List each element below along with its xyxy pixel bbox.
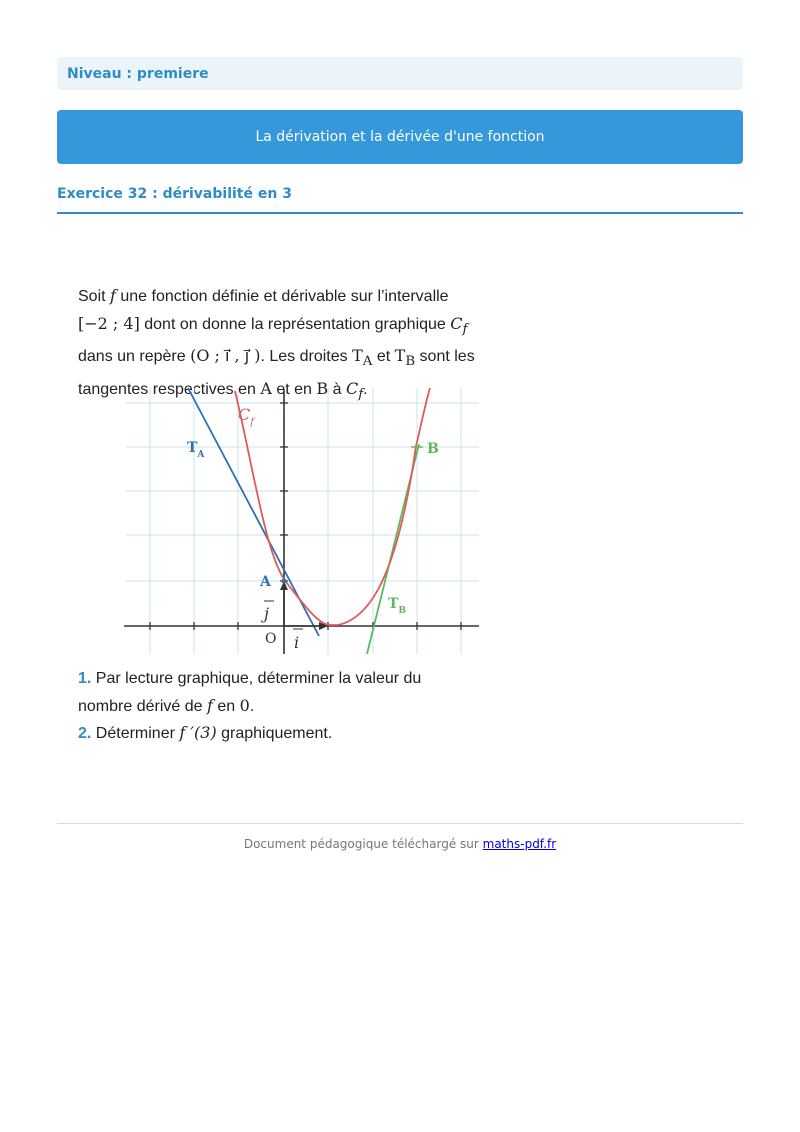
tangent-b-subscript: B [405, 354, 416, 370]
tangent-b-symbol: T [394, 346, 406, 366]
frame-notation: (O ; i⃗ , j⃗ ) [190, 346, 261, 366]
curve-symbol: C [450, 313, 463, 333]
question-text: Par lecture graphique, déterminer la valeur du [95, 670, 422, 687]
curve-subscript: f [462, 321, 468, 337]
tangent-a-label: $T_A$ [187, 440, 205, 460]
curve-label: $C_f$ [238, 405, 254, 428]
questions [78, 666, 538, 748]
point-a-symbol: A [260, 378, 272, 398]
question-text: nombre dérivé de [78, 697, 207, 715]
point-a-marker [282, 579, 287, 584]
axes [124, 390, 479, 654]
derivative-expression: f ′(3) [179, 723, 217, 742]
statement-text: sont les [415, 348, 475, 366]
point-b-symbol: B [316, 378, 329, 398]
footer-text: Document pédagogique téléchargé sur [243, 837, 483, 851]
exercise-title: Exercice 32 : dérivabilité en 3 [57, 186, 743, 214]
tangent-a-subscript: A [362, 354, 373, 370]
question-text: graphiquement. [216, 725, 333, 742]
statement-text: dans un repère [78, 348, 191, 366]
page-title: La dérivation et la dérivée d'une fonction [255, 129, 545, 145]
function-symbol: f [206, 695, 213, 715]
footer-divider [57, 823, 743, 824]
question-2 [78, 720, 538, 748]
statement-text: . Les droites [260, 348, 353, 366]
vector-i-label: i [294, 633, 300, 652]
statement-text: Soit [78, 288, 111, 305]
statement-text: et en [271, 380, 317, 398]
question-number: 1. [78, 670, 92, 687]
statement-text: à [328, 380, 346, 398]
vector-j-label: j [264, 604, 269, 623]
tangent-b-label: $T_B$ [388, 596, 407, 616]
interval: [−2 ; 4] [78, 313, 140, 333]
tangent-a-symbol: T [352, 346, 363, 366]
title-banner [57, 110, 743, 164]
point-b-label: B [427, 441, 439, 457]
statement-text: tangentes respectives en [78, 380, 261, 398]
question-value: 0 [239, 695, 250, 715]
footer-link[interactable]: maths-pdf.fr [482, 837, 557, 851]
statement-text: et [372, 348, 395, 366]
level-badge [57, 57, 743, 90]
grid [126, 388, 479, 654]
statement-text: une fonction définie et dérivable sur l’intervalle [115, 288, 449, 305]
function-symbol: f [110, 286, 116, 305]
axis-ticks [150, 403, 461, 630]
point-a-label: A [260, 574, 271, 590]
footer [57, 837, 743, 851]
exercise-figure [76, 278, 546, 748]
level-text: Niveau : premiere [67, 65, 209, 82]
curve-symbol: C [345, 378, 359, 398]
curve-subscript: f [358, 387, 364, 403]
statement-text: . [363, 380, 368, 398]
question-text: en [212, 697, 240, 715]
question-number: 2. [78, 725, 92, 742]
question-text: . [249, 697, 255, 715]
origin-label: O [265, 631, 277, 647]
question-text: Déterminer [95, 725, 180, 742]
statement-text: dont on donne la représentation graphique [139, 315, 451, 333]
question-1 [78, 666, 538, 720]
function-graph [76, 386, 486, 654]
